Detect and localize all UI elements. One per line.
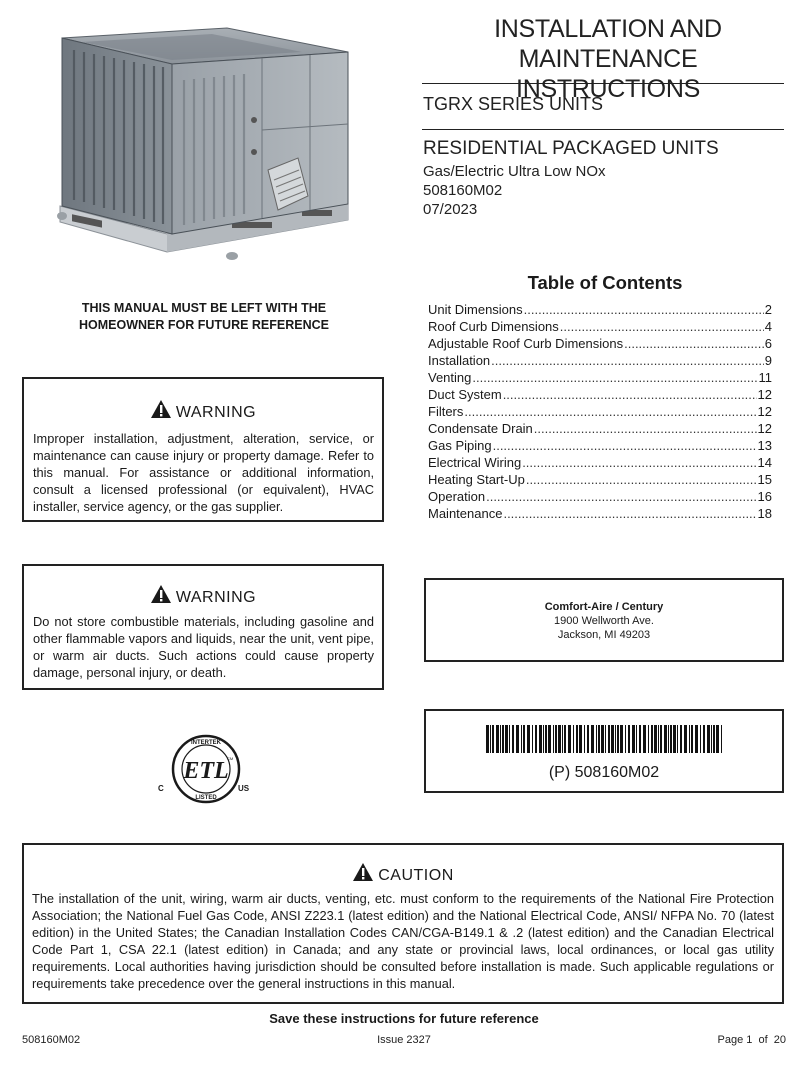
toc-leader-dots: [493, 437, 757, 454]
warning-triangle-icon: [150, 584, 172, 604]
caution-label: CAUTION: [378, 867, 454, 884]
toc-row: [428, 420, 772, 437]
toc-row: [428, 335, 772, 352]
barcode-label: (P) 508160M02: [548, 764, 660, 781]
barcode-bar: [523, 725, 525, 753]
barcode-bar: [505, 725, 508, 753]
toc-entry-label: Gas Piping: [428, 438, 492, 453]
toc-entry-label: Filters: [428, 404, 464, 419]
series-name: TGRX SERIES UNITS: [423, 94, 604, 114]
barcode-bar: [668, 725, 669, 753]
barcode-bar: [545, 725, 547, 753]
barcode-bar: [502, 725, 504, 753]
toc-entry-page: 9: [764, 353, 772, 368]
barcode-bar: [558, 725, 561, 753]
barcode-bar: [695, 725, 698, 753]
title-line-1: INSTALLATION AND MAINTENANCE: [494, 15, 722, 73]
toc-row: [428, 386, 772, 403]
toc-leader-dots: [472, 369, 757, 386]
toc-row: [428, 488, 772, 505]
toc-entry-label: Electrical Wiring: [428, 455, 522, 470]
header-rule-1: [422, 83, 784, 84]
toc-entry-label: Roof Curb Dimensions: [428, 319, 559, 334]
warning-text: Improper installation, adjustment, alteration, service, or maintenance can cause injury or property damage. Refer to this manual. For assistance or additional information, consult a licensed professional (or equivalent), HVAC installer, service agency, or the gas supplier.: [33, 431, 374, 514]
toc-entry-page: 18: [757, 506, 772, 521]
doc-date: 07/2023: [423, 201, 478, 218]
barcode-bar: [664, 725, 667, 753]
barcode-bar: [684, 725, 687, 753]
caution-triangle-icon: [352, 862, 374, 882]
toc-entry-label: Adjustable Roof Curb Dimensions: [428, 336, 624, 351]
barcode-bar: [543, 725, 544, 753]
company-city: Jackson, MI 49203: [557, 629, 651, 641]
etl-mark-text: ETL: [183, 758, 229, 784]
toc-leader-dots: [524, 301, 764, 318]
barcode-bar: [673, 725, 676, 753]
toc-entry-page: 15: [757, 472, 772, 487]
barcode-bar: [584, 725, 585, 753]
company-name: Comfort-Aire / Century: [544, 601, 664, 613]
packaged-unit-illustration: [52, 20, 352, 282]
etl-bottom-text: LISTED: [195, 795, 217, 801]
barcode-bar: [509, 725, 510, 753]
barcode-bar: [617, 725, 619, 753]
caution-heading: [24, 862, 782, 885]
barcode-bar: [553, 725, 554, 753]
barcode-bar: [611, 725, 614, 753]
barcode-bar: [564, 725, 566, 753]
barcode-bar: [648, 725, 649, 753]
toc-row: [428, 471, 772, 488]
barcode-bar: [548, 725, 551, 753]
barcode-bar: [576, 725, 578, 753]
table-of-contents: [428, 301, 772, 522]
toc-entry-page: 12: [757, 404, 772, 419]
barcode-bar: [703, 725, 705, 753]
etl-small-text: CM: [227, 756, 234, 761]
footer-page-number: Page 1 of 20: [717, 1034, 786, 1046]
warning-heading: [24, 584, 382, 607]
homeowner-notice-line-1: THIS MANUAL MUST BE LEFT WITH THE: [81, 301, 327, 315]
barcode-bar: [716, 725, 719, 753]
homeowner-notice-line-2: HOMEOWNER FOR FUTURE REFERENCE: [79, 318, 329, 332]
toc-title: Table of Contents: [527, 272, 683, 293]
barcode-bar: [670, 725, 672, 753]
barcode-bar: [562, 725, 563, 753]
barcode-bar: [573, 725, 574, 753]
toc-entry-page: 2: [764, 302, 772, 317]
barcode-bar: [625, 725, 626, 753]
barcode-bar: [658, 725, 659, 753]
product-name: RESIDENTIAL PACKAGED UNITS: [423, 138, 719, 159]
warning-box-installation: [22, 377, 384, 522]
barcode-bar: [713, 725, 715, 753]
document-title: [418, 14, 798, 104]
toc-leader-dots: [624, 335, 764, 352]
toc-entry-page: 12: [757, 387, 772, 402]
toc-entry-label: Condensate Drain: [428, 421, 533, 436]
barcode-bar: [680, 725, 682, 753]
company-address-box: [424, 578, 784, 662]
etl-left-text: C: [158, 784, 164, 793]
barcode-bar: [677, 725, 678, 753]
toc-row: [428, 454, 772, 471]
barcode-bar: [521, 725, 522, 753]
barcode-box: [424, 709, 784, 793]
toc-row: [428, 352, 772, 369]
toc-leader-dots: [503, 386, 757, 403]
toc-leader-dots: [503, 505, 756, 522]
toc-entry-page: 4: [764, 319, 772, 334]
barcode-bar: [605, 725, 606, 753]
toc-leader-dots: [522, 454, 756, 471]
title-line-2: INSTRUCTIONS: [516, 75, 700, 103]
barcode-bar: [516, 725, 519, 753]
footer-doc-number: 508160M02: [22, 1034, 81, 1046]
toc-leader-dots: [491, 352, 764, 369]
toc-row: [428, 437, 772, 454]
barcode-bar: [568, 725, 571, 753]
barcode-bar: [691, 725, 693, 753]
etl-listed-mark-icon: [154, 733, 258, 805]
barcode-bar: [591, 725, 594, 753]
toc-row: [428, 403, 772, 420]
toc-entry-page: 14: [757, 455, 772, 470]
toc-entry-label: Unit Dimensions: [428, 302, 523, 317]
barcode-bar: [620, 725, 623, 753]
toc-entry-label: Maintenance: [428, 506, 503, 521]
barcode-bar: [579, 725, 582, 753]
warning-label: WARNING: [175, 404, 257, 421]
etl-right-text: US: [238, 784, 250, 793]
barcode-bar: [598, 725, 600, 753]
caution-box: [22, 843, 784, 1004]
barcode-bar: [539, 725, 542, 753]
barcode-bar: [636, 725, 637, 753]
footer-issue: Issue 2327: [377, 1034, 431, 1046]
toc-row: [428, 318, 772, 335]
warning-triangle-icon: [150, 399, 172, 419]
toc-row: [428, 369, 772, 386]
homeowner-notice: [30, 300, 378, 334]
barcode-bar: [651, 725, 653, 753]
header-rule-2: [422, 129, 784, 130]
barcode-bar: [490, 725, 491, 753]
barcode-bar: [643, 725, 646, 753]
warning-box-combustibles: [22, 564, 384, 690]
toc-entry-page: 6: [764, 336, 772, 351]
barcode-bar: [700, 725, 701, 753]
toc-entry-page: 13: [757, 438, 772, 453]
toc-entry-label: Duct System: [428, 387, 502, 402]
toc-leader-dots: [534, 420, 757, 437]
barcode-bar: [601, 725, 604, 753]
barcode-bar: [721, 725, 722, 753]
barcode-bar: [555, 725, 557, 753]
company-street: 1900 Wellworth Ave.: [554, 615, 654, 627]
barcode-bar: [500, 725, 501, 753]
barcode-bar: [689, 725, 690, 753]
barcode-bar: [527, 725, 530, 753]
barcode-bar: [628, 725, 630, 753]
toc-leader-dots: [526, 471, 757, 488]
barcode-bar: [596, 725, 597, 753]
toc-entry-label: Venting: [428, 370, 472, 385]
toc-row: [428, 301, 772, 318]
barcode-bar: [639, 725, 641, 753]
warning-heading: [24, 399, 382, 422]
save-instructions-note: Save these instructions for future reference: [269, 1011, 539, 1026]
toc-leader-dots: [464, 403, 756, 420]
barcode-bar: [707, 725, 710, 753]
barcode-bar: [535, 725, 537, 753]
toc-entry-page: 12: [757, 421, 772, 436]
barcode-bar: [587, 725, 589, 753]
toc-entry-label: Installation: [428, 353, 491, 368]
barcode-bar: [711, 725, 712, 753]
barcode-bar: [496, 725, 499, 753]
etl-top-text: INTERTEK: [191, 740, 221, 746]
toc-entry-page: 11: [758, 370, 772, 385]
caution-text: The installation of the unit, wiring, warm air ducts, venting, etc. must conform to the requirements of the National Fire Protection Association; the National Fuel Gas Code, ANSI Z223.1 (latest edition) and the National Electrical Code, ANSI/ NFPA No. 70 (latest edition) in the United States; the Canadian Installation Codes CAN/CGA-B149.1 & .2 (latest edition) and the Canadian Electrical Code Part 1, CSA 22.1 (latest edition) in Canada; and any state or provincial laws, local ordinances, or local gas utility requirements. Local authorities having jurisdiction should be consulted before installation is made. Such applicable regulations or requirements take precedence over the general instructions in this manual.: [32, 891, 774, 991]
barcode-bar: [512, 725, 514, 753]
barcode-bar: [532, 725, 533, 753]
barcode-bar: [632, 725, 635, 753]
barcode-bar: [654, 725, 657, 753]
barcode-bar: [660, 725, 662, 753]
toc-leader-dots: [486, 488, 756, 505]
warning-label: WARNING: [175, 589, 257, 606]
toc-row: [428, 505, 772, 522]
doc-number: 508160M02: [423, 182, 503, 199]
barcode-bar: [615, 725, 616, 753]
toc-entry-label: Operation: [428, 489, 486, 504]
toc-entry-label: Heating Start-Up: [428, 472, 525, 487]
toc-leader-dots: [560, 318, 764, 335]
barcode-bar: [608, 725, 610, 753]
barcode-bar: [486, 725, 489, 753]
toc-entry-page: 16: [757, 489, 772, 504]
fuel-type: Gas/Electric Ultra Low NOx: [423, 163, 606, 180]
barcode-bar: [492, 725, 494, 753]
warning-text: Do not store combustible materials, including gasoline and other flammable vapors and liquids, near the unit, vent pipe, or warm air ducts. Such actions could cause property damage, personal injury, or death.: [33, 614, 374, 680]
barcode-image: [486, 725, 724, 753]
